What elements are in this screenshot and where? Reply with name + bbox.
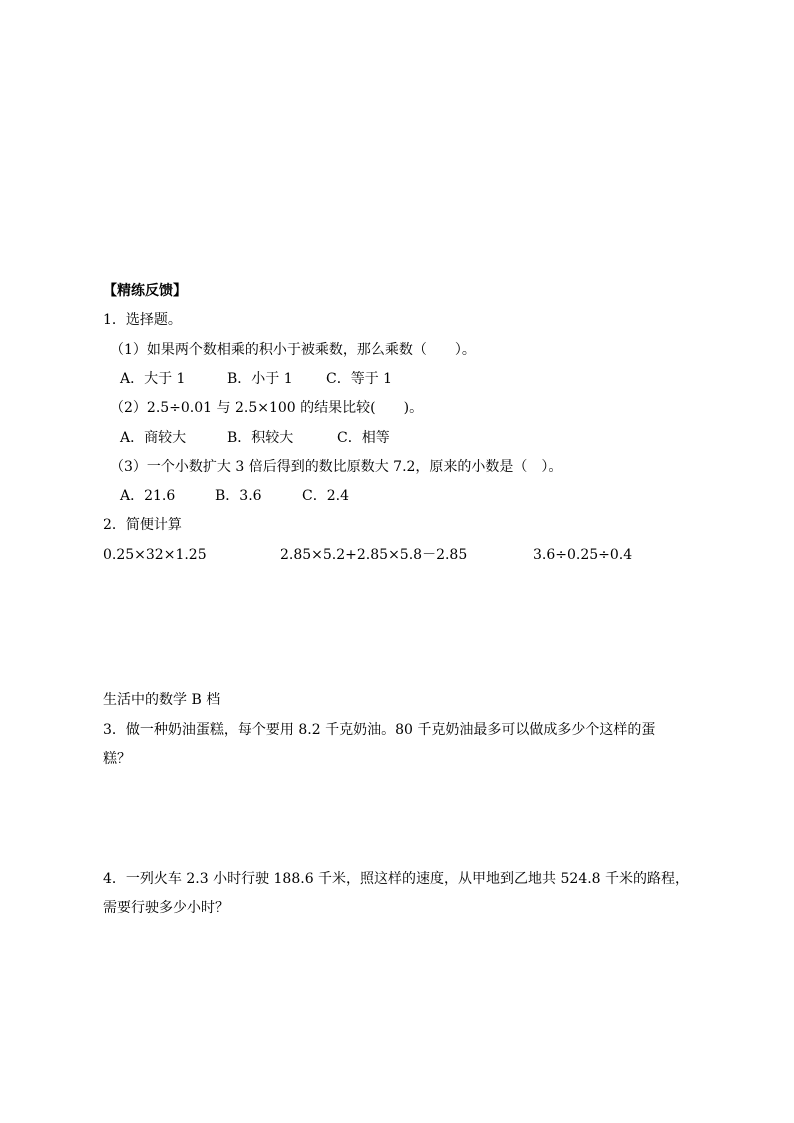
q1-item-1-options bbox=[120, 369, 392, 389]
option-b: B．积较大 bbox=[227, 430, 294, 446]
option-b: B．小于 1 bbox=[227, 371, 293, 387]
q1-item-3-stem: （3）一个小数扩大 3 倍后得到的数比原数大 7.2，原来的小数是（ ）。 bbox=[110, 459, 563, 475]
q1-item-1-stem: （1）如果两个数相乘的积小于被乘数，那么乘数（ ）。 bbox=[110, 342, 476, 358]
option-a: A．21.6 bbox=[120, 488, 176, 504]
level-b-heading: 生活中的数学 B 档 bbox=[103, 692, 221, 708]
q3-line-1: 3．做一种奶油蛋糕，每个要用 8.2 千克奶油。80 千克奶油最多可以做成多少个这样的蛋 bbox=[103, 722, 656, 738]
option-c: C．相等 bbox=[337, 430, 390, 446]
q3-line-2: 糕？ bbox=[103, 751, 131, 767]
q2-title: 2．简便计算 bbox=[103, 517, 182, 533]
q1-item-2-options bbox=[120, 428, 390, 448]
option-a: A．大于 1 bbox=[120, 371, 186, 387]
option-b: B．3.6 bbox=[215, 488, 262, 504]
q4-line-1: 4．一列火车 2.3 小时行驶 188.6 千米，照这样的速度，从甲地到乙地共 524.8 千米的路程， bbox=[103, 871, 690, 887]
q1-item-3-options bbox=[120, 486, 349, 506]
q1-item-2-stem: （2）2.5÷0.01 与 2.5×100 的结果比较( )。 bbox=[110, 400, 424, 416]
q4-line-2: 需要行驶多少小时？ bbox=[103, 900, 229, 916]
option-c: C．等于 1 bbox=[326, 371, 393, 387]
option-c: C．2.4 bbox=[302, 488, 349, 504]
calc-expression-1: 0.25×32×1.25 bbox=[103, 547, 207, 563]
calc-expression-3: 3.6÷0.25÷0.4 bbox=[533, 547, 633, 563]
section-heading: 【精练反馈】 bbox=[103, 283, 187, 299]
option-a: A．商较大 bbox=[120, 430, 187, 446]
calc-expression-2: 2.85×5.2+2.85×5.8－2.85 bbox=[280, 547, 468, 563]
q1-title: 1．选择题。 bbox=[103, 312, 182, 328]
